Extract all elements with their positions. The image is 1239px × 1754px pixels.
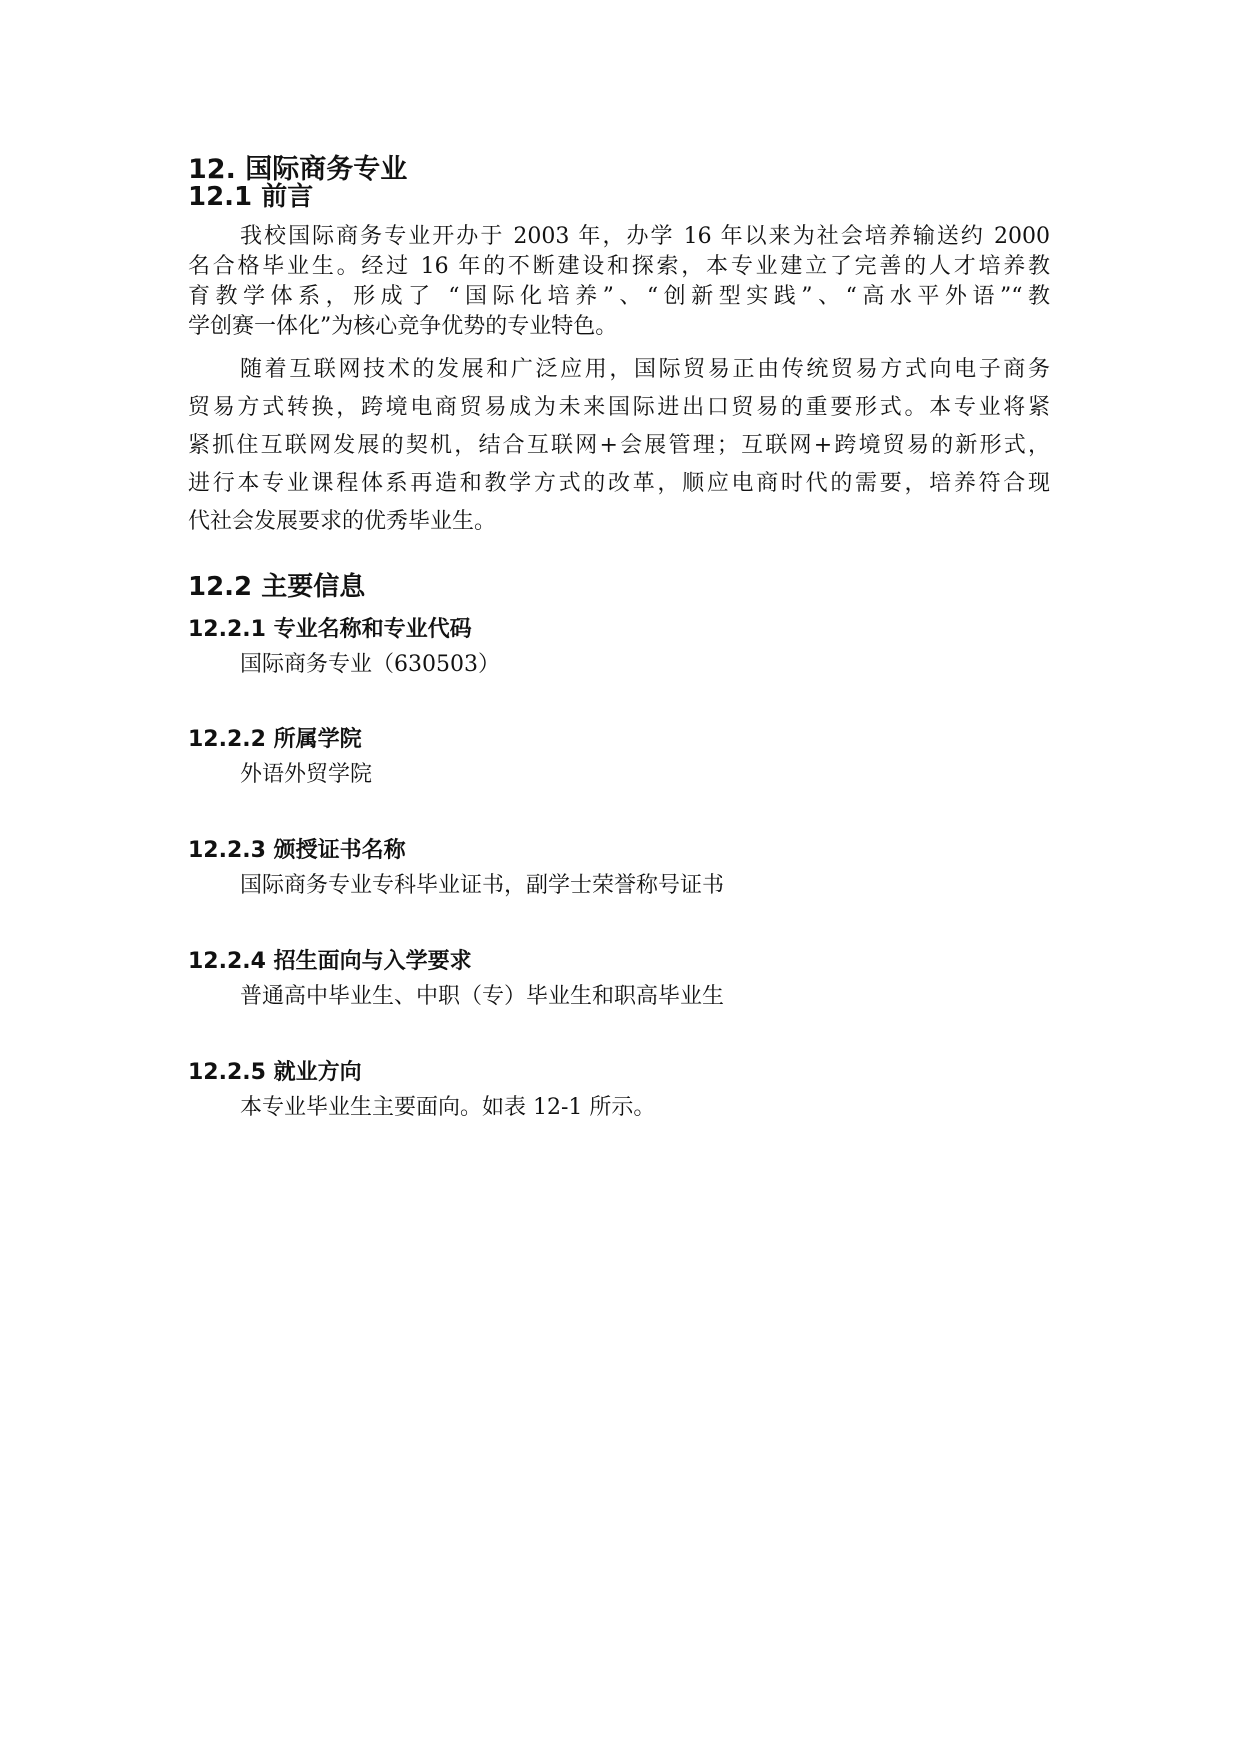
preface-para2-line1: 随着互联网技术的发展和广泛应用，国际贸易正由传统贸易方式向电子商务 xyxy=(240,357,1050,382)
preface-para1-line3: 育教学体系，形成了 “国际化培养”、“创新型实践”、“高水平外语”“教 xyxy=(188,284,1050,309)
chapter-title: 12. 国际商务专业 xyxy=(188,154,408,185)
preface-para2-line2: 贸易方式转换，跨境电商贸易成为未来国际进出口贸易的重要形式。本专业将紧 xyxy=(188,395,1050,420)
major-name-value: 国际商务专业（630503） xyxy=(240,652,500,677)
preface-para1-line1: 我校国际商务专业开办于 2003 年，办学 16 年以来为社会培养输送约 2000 xyxy=(240,224,1050,249)
subsection-heading-employment: 12.2.5 就业方向 xyxy=(188,1060,362,1085)
subsection-heading-certificate: 12.2.3 颁授证书名称 xyxy=(188,838,406,863)
subsection-heading-college: 12.2.2 所属学院 xyxy=(188,727,362,752)
preface-para2-line4: 进行本专业课程体系再造和教学方式的改革，顺应电商时代的需要，培养符合现 xyxy=(188,471,1050,496)
preface-para1-line4: 学创赛一体化”为核心竞争优势的专业特色。 xyxy=(188,314,618,339)
certificate-value: 国际商务专业专科毕业证书，副学士荣誉称号证书 xyxy=(240,873,725,898)
employment-value: 本专业毕业生主要面向。如表 12-1 所示。 xyxy=(240,1095,656,1120)
subsection-heading-admission: 12.2.4 招生面向与入学要求 xyxy=(188,949,472,974)
preface-para2-line3: 紧抓住互联网发展的契机，结合互联网+会展管理；互联网+跨境贸易的新形式， xyxy=(188,433,1050,458)
section-heading-main-info: 12.2 主要信息 xyxy=(188,572,366,602)
college-value: 外语外贸学院 xyxy=(240,762,373,787)
subsection-heading-major-code: 12.2.1 专业名称和专业代码 xyxy=(188,617,472,642)
section-heading-preface: 12.1 前言 xyxy=(188,182,314,212)
preface-para2-line5: 代社会发展要求的优秀毕业生。 xyxy=(188,509,497,534)
preface-para1-line2: 名合格毕业生。经过 16 年的不断建设和探索，本专业建立了完善的人才培养教 xyxy=(188,254,1050,279)
admission-value: 普通高中毕业生、中职（专）毕业生和职高毕业生 xyxy=(240,984,725,1009)
